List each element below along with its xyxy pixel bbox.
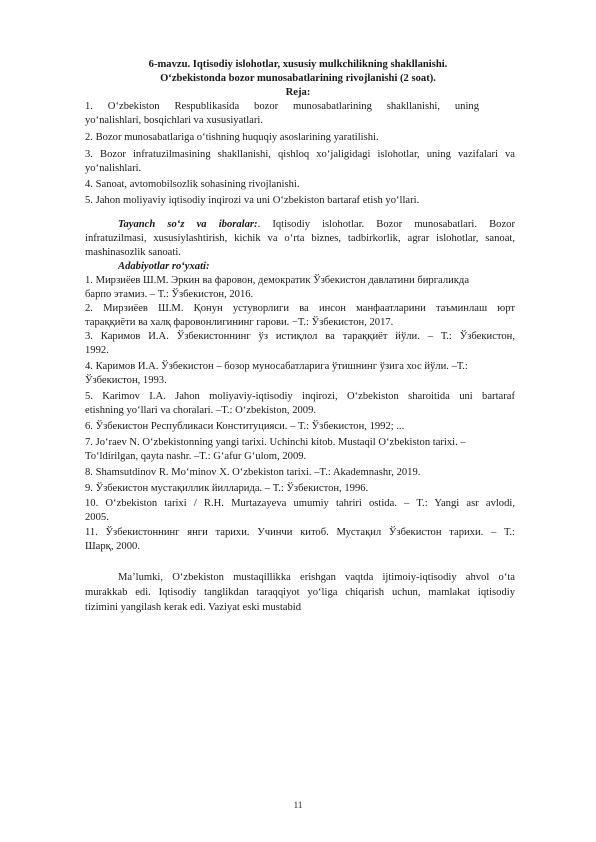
- topic-title-line2: O‘zbekistonda bozor munosabatlarining rivojlanishi (2 soat).: [160, 73, 436, 84]
- plan-item-5: 5. Jahon moliyaviy iqtisodiy inqirozi va uni O‘zbekiston bartaraf etish yo‘llari.: [85, 195, 420, 206]
- plan-item-3: 3. Bozor infratuzilmasining shakllanishi, qishloq xo‘jaligidagi islohotlar, uning vazifalari va: [85, 149, 515, 160]
- plan-item-1: 1. O‘zbekiston Respublikasida bozor munosabatlarining shakllanishi, uning: [85, 101, 479, 112]
- plan-item-1-cont: yo‘nalishlari, bosqichlari va xususiyatlari.: [85, 115, 263, 126]
- literature-heading: Adabiyotlar ro‘yxati:: [118, 261, 210, 272]
- plan-heading: Reja:: [285, 87, 311, 98]
- topic-title-line1: 6-mavzu. Iqtisodiy islohotlar, xususiy mulkchilikning shakllanishi.: [148, 59, 448, 70]
- body-paragraph-line-3: tizimini yangilash kerak edi. Vaziyat eski mustabid: [85, 602, 302, 613]
- literature-line: 9. Ўзбекистон мустақиллик йилларида. – Т.: Ўзбекистон, 1996.: [85, 483, 369, 494]
- body-paragraph-line-1: Ma’lumki, O‘zbekiston mustaqillikka erishgan vaqtda ijtimoiy-iqtisodiy ahvol o‘ta: [118, 572, 515, 583]
- literature-line: To‘ldirilgan, qayta nashr. –T.: G‘afur G‘ulom, 2009.: [85, 451, 307, 462]
- literature-line: 1992.: [85, 345, 109, 356]
- literature-line: 2. Мирзиёев Ш.М. Қонун устуворлиги ва инсон манфаатларини таъминлаш юрт: [85, 303, 515, 314]
- literature-line: etishning yo‘llari va choralari. –T.: O‘zbekiston, 2009.: [85, 405, 317, 416]
- literature-line: 8. Shamsutdinov R. Mo‘minov X. O‘zbekiston tarixi. –T.: Akademnashr, 2019.: [85, 467, 421, 478]
- keywords-paragraph: [118, 218, 515, 232]
- plan-item-3-cont: yo‘nalishlari.: [85, 163, 142, 174]
- plan-item-2: 2. Bozor munosabatlariga o‘tishning huquqiy asoslarining yaratilishi.: [85, 132, 379, 143]
- keywords-line-2: infratuzilmasi, xususiylashtirish, kichik va o‘rta biznes, tadbirkorlik, agrar islohotlar, sanoat,: [85, 233, 515, 244]
- keywords-line-3: mashinasozlik sanoati.: [85, 247, 181, 258]
- literature-line: 10. O‘zbekiston tarixi / R.H. Murtazayeva umumiy tahriri ostida. – T.: Yangi asr avlodi,: [85, 498, 515, 509]
- literature-line: 11. Ўзбекистоннинг янги тарихи. Учинчи китоб. Мустақил Ўзбекистон тарихи. – Т.:: [85, 527, 515, 538]
- literature-line: Ўзбекистон, 1993.: [85, 375, 167, 386]
- literature-line: 7. Jo‘raev N. O‘zbekistonning yangi tarixi. Uchinchi kitob. Mustaqil O‘zbekiston tarixi. –: [85, 437, 466, 448]
- literature-line: барпо этамиз. – Т.: Ўзбекистон, 2016.: [85, 289, 254, 300]
- literature-line: 3. Каримов И.А. Ўзбекистоннинг ўз истиқлол ва тараққиёт йўли. – Т.: Ўзбекистон,: [85, 331, 515, 342]
- page-number: 11: [293, 800, 303, 810]
- literature-line: 6. Ўзбекистон Республикаси Конституцияси. – Т.: Ўзбекистон, 1992; ...: [85, 421, 405, 432]
- literature-line: 4. Каримов И.А. Ўзбекистон – бозор муносабатларига ўтишнинг ўзига хос йўли. –Т.:: [85, 361, 468, 372]
- body-paragraph-line-2: murakkab edi. Iqtisodiy tanglikdan taraqqiyot yo‘liga chiqarish uchun, mamlakat iqtisodiy: [85, 587, 515, 598]
- keywords-label: Tayanch so‘z va iboralar:: [118, 219, 258, 230]
- literature-line: Шарқ, 2000.: [85, 541, 140, 552]
- literature-line: 1. Мирзиёев Ш.М. Эркин ва фаровон, демократик Ўзбекистон давлатини биргаликда: [85, 275, 470, 286]
- literature-line: 2005.: [85, 512, 109, 523]
- literature-line: тараққиёти ва халқ фаровонлигининг гарови. −Т.: Ўзбекистон, 2017.: [85, 317, 394, 328]
- keywords-text: . Iqtisodiy islohotlar. Bozor munosabatlari. Bozor: [257, 219, 515, 230]
- plan-item-4: 4. Sanoat, avtomobilsozlik sohasining rivojlanishi.: [85, 179, 300, 190]
- literature-line: 5. Karimov I.A. Jahon moliyaviy-iqtisodiy inqirozi, O‘zbekiston sharoitida uni bartaraf: [85, 391, 515, 402]
